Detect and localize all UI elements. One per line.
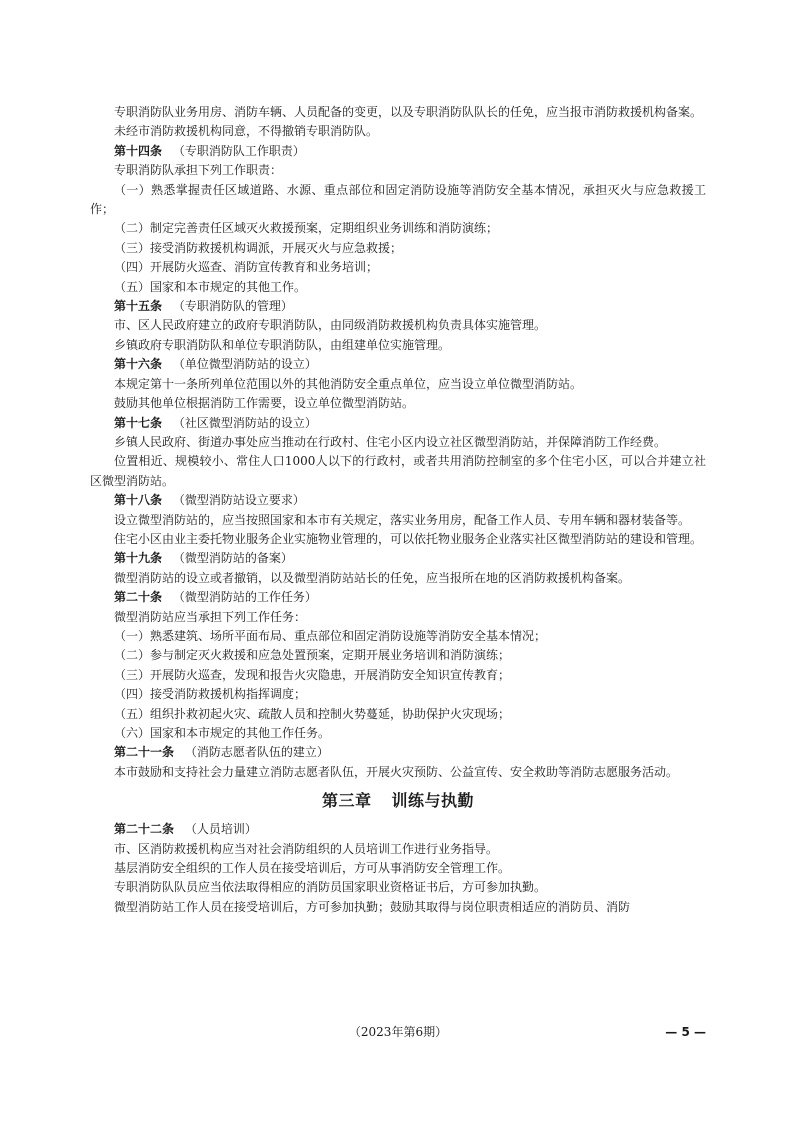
paragraph: 乡镇人民政府、街道办事处应当推动在行政村、住宅小区内设立社区微型消防站，并保障消防工作经费。: [114, 434, 667, 449]
article-heading: [90, 491, 706, 510]
article-title: （社区微型消防站的设立）: [172, 415, 317, 430]
article-number: 第十八条: [114, 493, 163, 508]
paragraph: （五）国家和本市规定的其他工作。: [114, 279, 307, 294]
paragraph: （一）熟悉掌握责任区域道路、水源、重点部位和固定消防设施等消防安全基本情况，承担灭火与应急救援工作；: [90, 182, 706, 217]
paragraph: 未经市消防救援机构同意，不得撤销专职消防队。: [114, 124, 379, 139]
paragraph: （六）国家和本市规定的其他工作任务。: [114, 726, 331, 740]
paragraph: （三）接受消防救援机构调派，开展灭火与应急救援；: [114, 240, 403, 255]
document-body: [90, 103, 706, 917]
article-title: （消防志愿者队伍的建立）: [184, 745, 329, 760]
paragraph: 市、区消防救援机构应当对社会消防组织的人员培训工作进行业务指导。: [114, 841, 499, 856]
paragraph: 专职消防队承担下列工作职责：: [114, 163, 283, 178]
paragraph: 专职消防队业务用房、消防车辆、人员配备的变更，以及专职消防队队长的任免，应当报市消防救援机构备案。: [114, 105, 703, 119]
paragraph: 乡镇政府专职消防队和单位专职消防队，由组建单位实施管理。: [114, 337, 451, 352]
paragraph: 基层消防安全组织的工作人员在接受培训后，方可从事消防安全管理工作。: [114, 861, 511, 876]
paragraph: （四）开展防火巡查、消防宣传教育和业务培训；: [114, 260, 379, 275]
article-heading: [90, 142, 706, 161]
article-title: （微型消防站的工作任务）: [172, 590, 317, 605]
paragraph: 微型消防站应当承担下列工作任务：: [114, 609, 307, 624]
paragraph: （二）参与制定灭火救援和应急处置预案，定期开展业务培训和消防演练；: [114, 648, 511, 663]
article-number: 第十九条: [114, 551, 163, 566]
paragraph: 市、区人民政府建立的政府专职消防队，由同级消防救援机构负责具体实施管理。: [114, 318, 547, 333]
paragraph: 鼓励其他单位根据消防工作需要，设立单位微型消防站。: [114, 396, 415, 411]
chapter-title: 训练与执勤: [391, 791, 475, 811]
paragraph: （五）组织扑救初起火灾、疏散人员和控制火势蔓延，协助保护火灾现场；: [114, 706, 511, 721]
article-number: 第二十一条: [114, 745, 175, 760]
article-heading: [90, 414, 706, 433]
article-title: （专职消防队的管理）: [172, 299, 293, 314]
article-number: 第二十条: [114, 590, 163, 605]
article-title: （人员培训）: [184, 822, 257, 837]
page-footer: [90, 1022, 706, 1042]
article-title: （微型消防站设立要求）: [172, 493, 305, 508]
paragraph: （三）开展防火巡查，发现和报告火灾隐患，开展消防安全知识宣传教育；: [114, 667, 511, 682]
article-title: （微型消防站的备案）: [172, 551, 293, 566]
chapter-number: 第三章: [321, 791, 372, 811]
paragraph: 本市鼓励和支持社会力量建立消防志愿者队伍，开展火灾预防、公益宣传、安全救助等消防志愿服务活动。: [114, 764, 679, 779]
article-heading: [90, 549, 706, 568]
paragraph: 本规定第十一条所列单位范围以外的其他消防安全重点单位，应当设立单位微型消防站。: [114, 376, 583, 391]
article-number: 第十四条: [114, 143, 163, 158]
article-title: （单位微型消防站的设立）: [172, 357, 317, 372]
paragraph: （一）熟悉建筑、场所平面布局、重点部位和固定消防设施等消防安全基本情况；: [114, 628, 547, 643]
issue-label: （2023年第6期）: [348, 1025, 448, 1039]
article-number: 第十五条: [114, 299, 163, 314]
page-number: — 5 —: [665, 1025, 706, 1039]
paragraph: 微型消防站的设立或者撤销，以及微型消防站站长的任免，应当报所在地的区消防救援机构备案。: [114, 570, 631, 585]
paragraph: 专职消防队队员应当依法取得相应的消防员国家职业资格证书后，方可参加执勤。: [114, 880, 547, 895]
article-title: （专职消防队工作职责）: [172, 143, 305, 158]
paragraph: 设立微型消防站的，应当按照国家和本市有关规定，落实业务用房，配备工作人员、专用车辆和器材装备等。: [114, 512, 691, 527]
paragraph: 位置相近、规模较小、常住人口1000人以下的行政村，或者共用消防控制室的多个住宅小区，可以合并建立社区微型消防站。: [90, 454, 706, 488]
paragraph: （二）制定完善责任区域灭火救援预案，定期组织业务训练和消防演练；: [114, 221, 499, 236]
article-heading: [90, 743, 706, 762]
chapter-heading: [90, 787, 706, 815]
paragraph: 住宅小区由业主委托物业服务企业实施物业管理的，可以依托物业服务企业落实社区微型消防站的建设和管理。: [114, 531, 703, 546]
article-heading: [90, 820, 706, 839]
paragraph: （四）接受消防救援机构指挥调度；: [114, 687, 307, 702]
article-heading: [90, 355, 706, 374]
article-heading: [90, 588, 706, 607]
article-number: 第二十二条: [114, 822, 175, 837]
paragraph: 微型消防站工作人员在接受培训后，方可参加执勤；鼓励其取得与岗位职责相适应的消防员、消防: [114, 899, 631, 914]
article-number: 第十六条: [114, 357, 163, 372]
article-heading: [90, 297, 706, 316]
article-number: 第十七条: [114, 415, 163, 430]
